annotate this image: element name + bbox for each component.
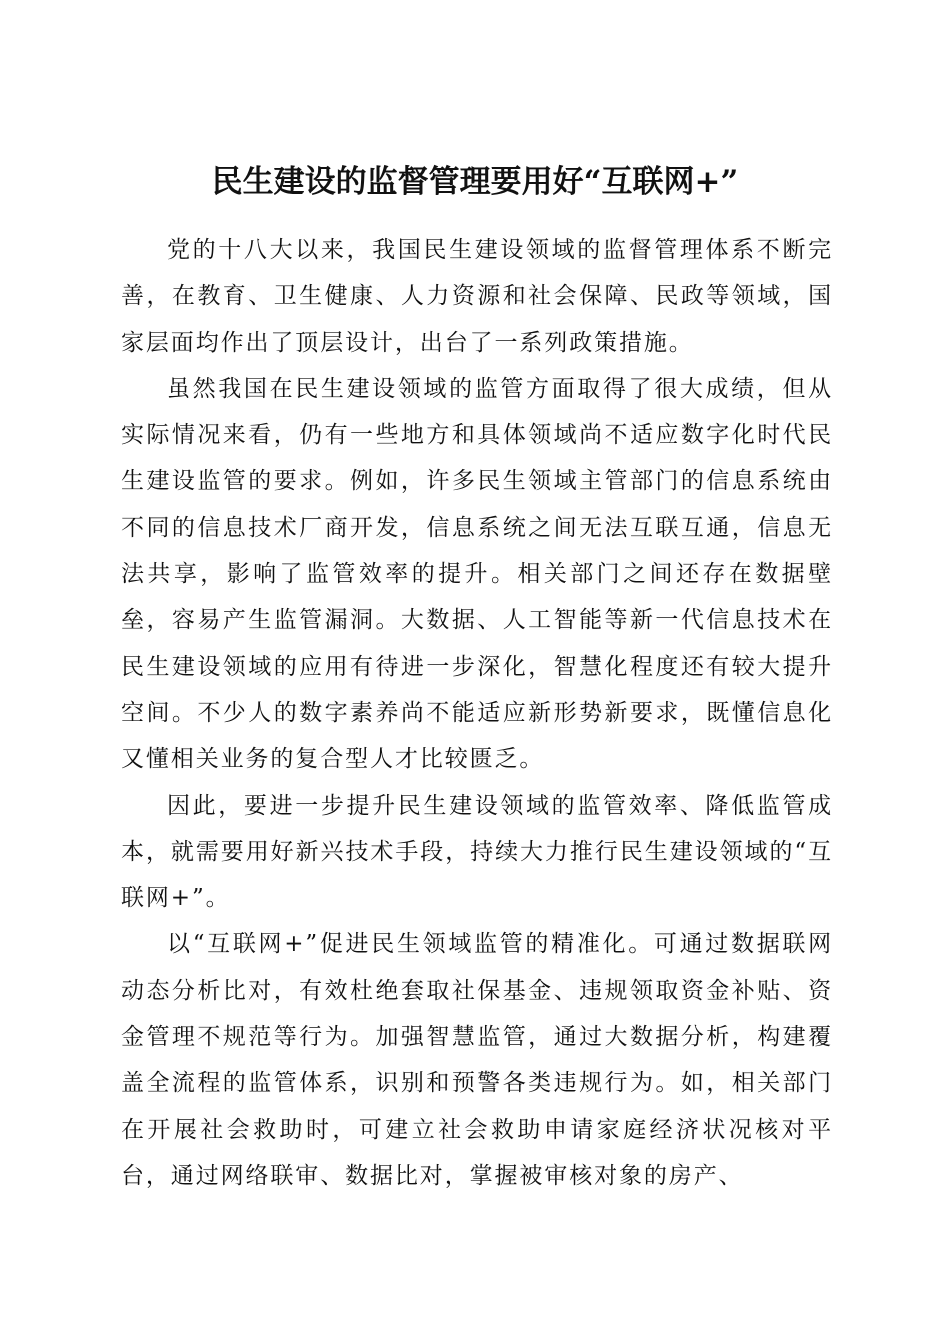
paragraph-4: 以“互联网+”促进民生领域监管的精准化。可通过数据联网动态分析比对，有效杜绝套取社保基金、违规领取资金补贴、资金管理不规范等行为。加强智慧监管，通过大数据分析，构建覆盖全流程的监管体系，识别和预警各类违规行为。如，相关部门在开展社会救助时，可建立社会救助申请家庭经济状况核对平台，通过网络联审、数据比对，掌握被审核对象的房产、 xyxy=(121,931,833,1189)
paragraph-1: 党的十八大以来，我国民生建设领域的监督管理体系不断完善，在教育、卫生健康、人力资源和社会保障、民政等领域，国家层面均作出了顶层设计，出台了一系列政策措施。 xyxy=(121,237,833,356)
paragraph-3: 因此，要进一步提升民生建设领域的监管效率、降低监管成本，就需要用好新兴技术手段，持续大力推行民生建设领域的“互联网+”。 xyxy=(121,792,833,912)
document-body xyxy=(121,227,833,1199)
paragraph-2: 虽然我国在民生建设领域的监管方面取得了很大成绩，但从实际情况来看，仍有一些地方和具体领域尚不适应数字化时代民生建设监管的要求。例如，许多民生领域主管部门的信息系统由不同的信息技术厂商开发，信息系统之间无法互联互通，信息无法共享，影响了监管效率的提升。相关部门之间还存在数据壁垒，容易产生监管漏洞。大数据、人工智能等新一代信息技术在民生建设领域的应用有待进一步深化，智慧化程度还有较大提升空间。不少人的数字素养尚不能适应新形势新要求，既懂信息化又懂相关业务的复合型人才比较匮乏。 xyxy=(121,375,833,773)
document-title: 民生建设的监督管理要用好“互联网+” xyxy=(211,163,739,200)
